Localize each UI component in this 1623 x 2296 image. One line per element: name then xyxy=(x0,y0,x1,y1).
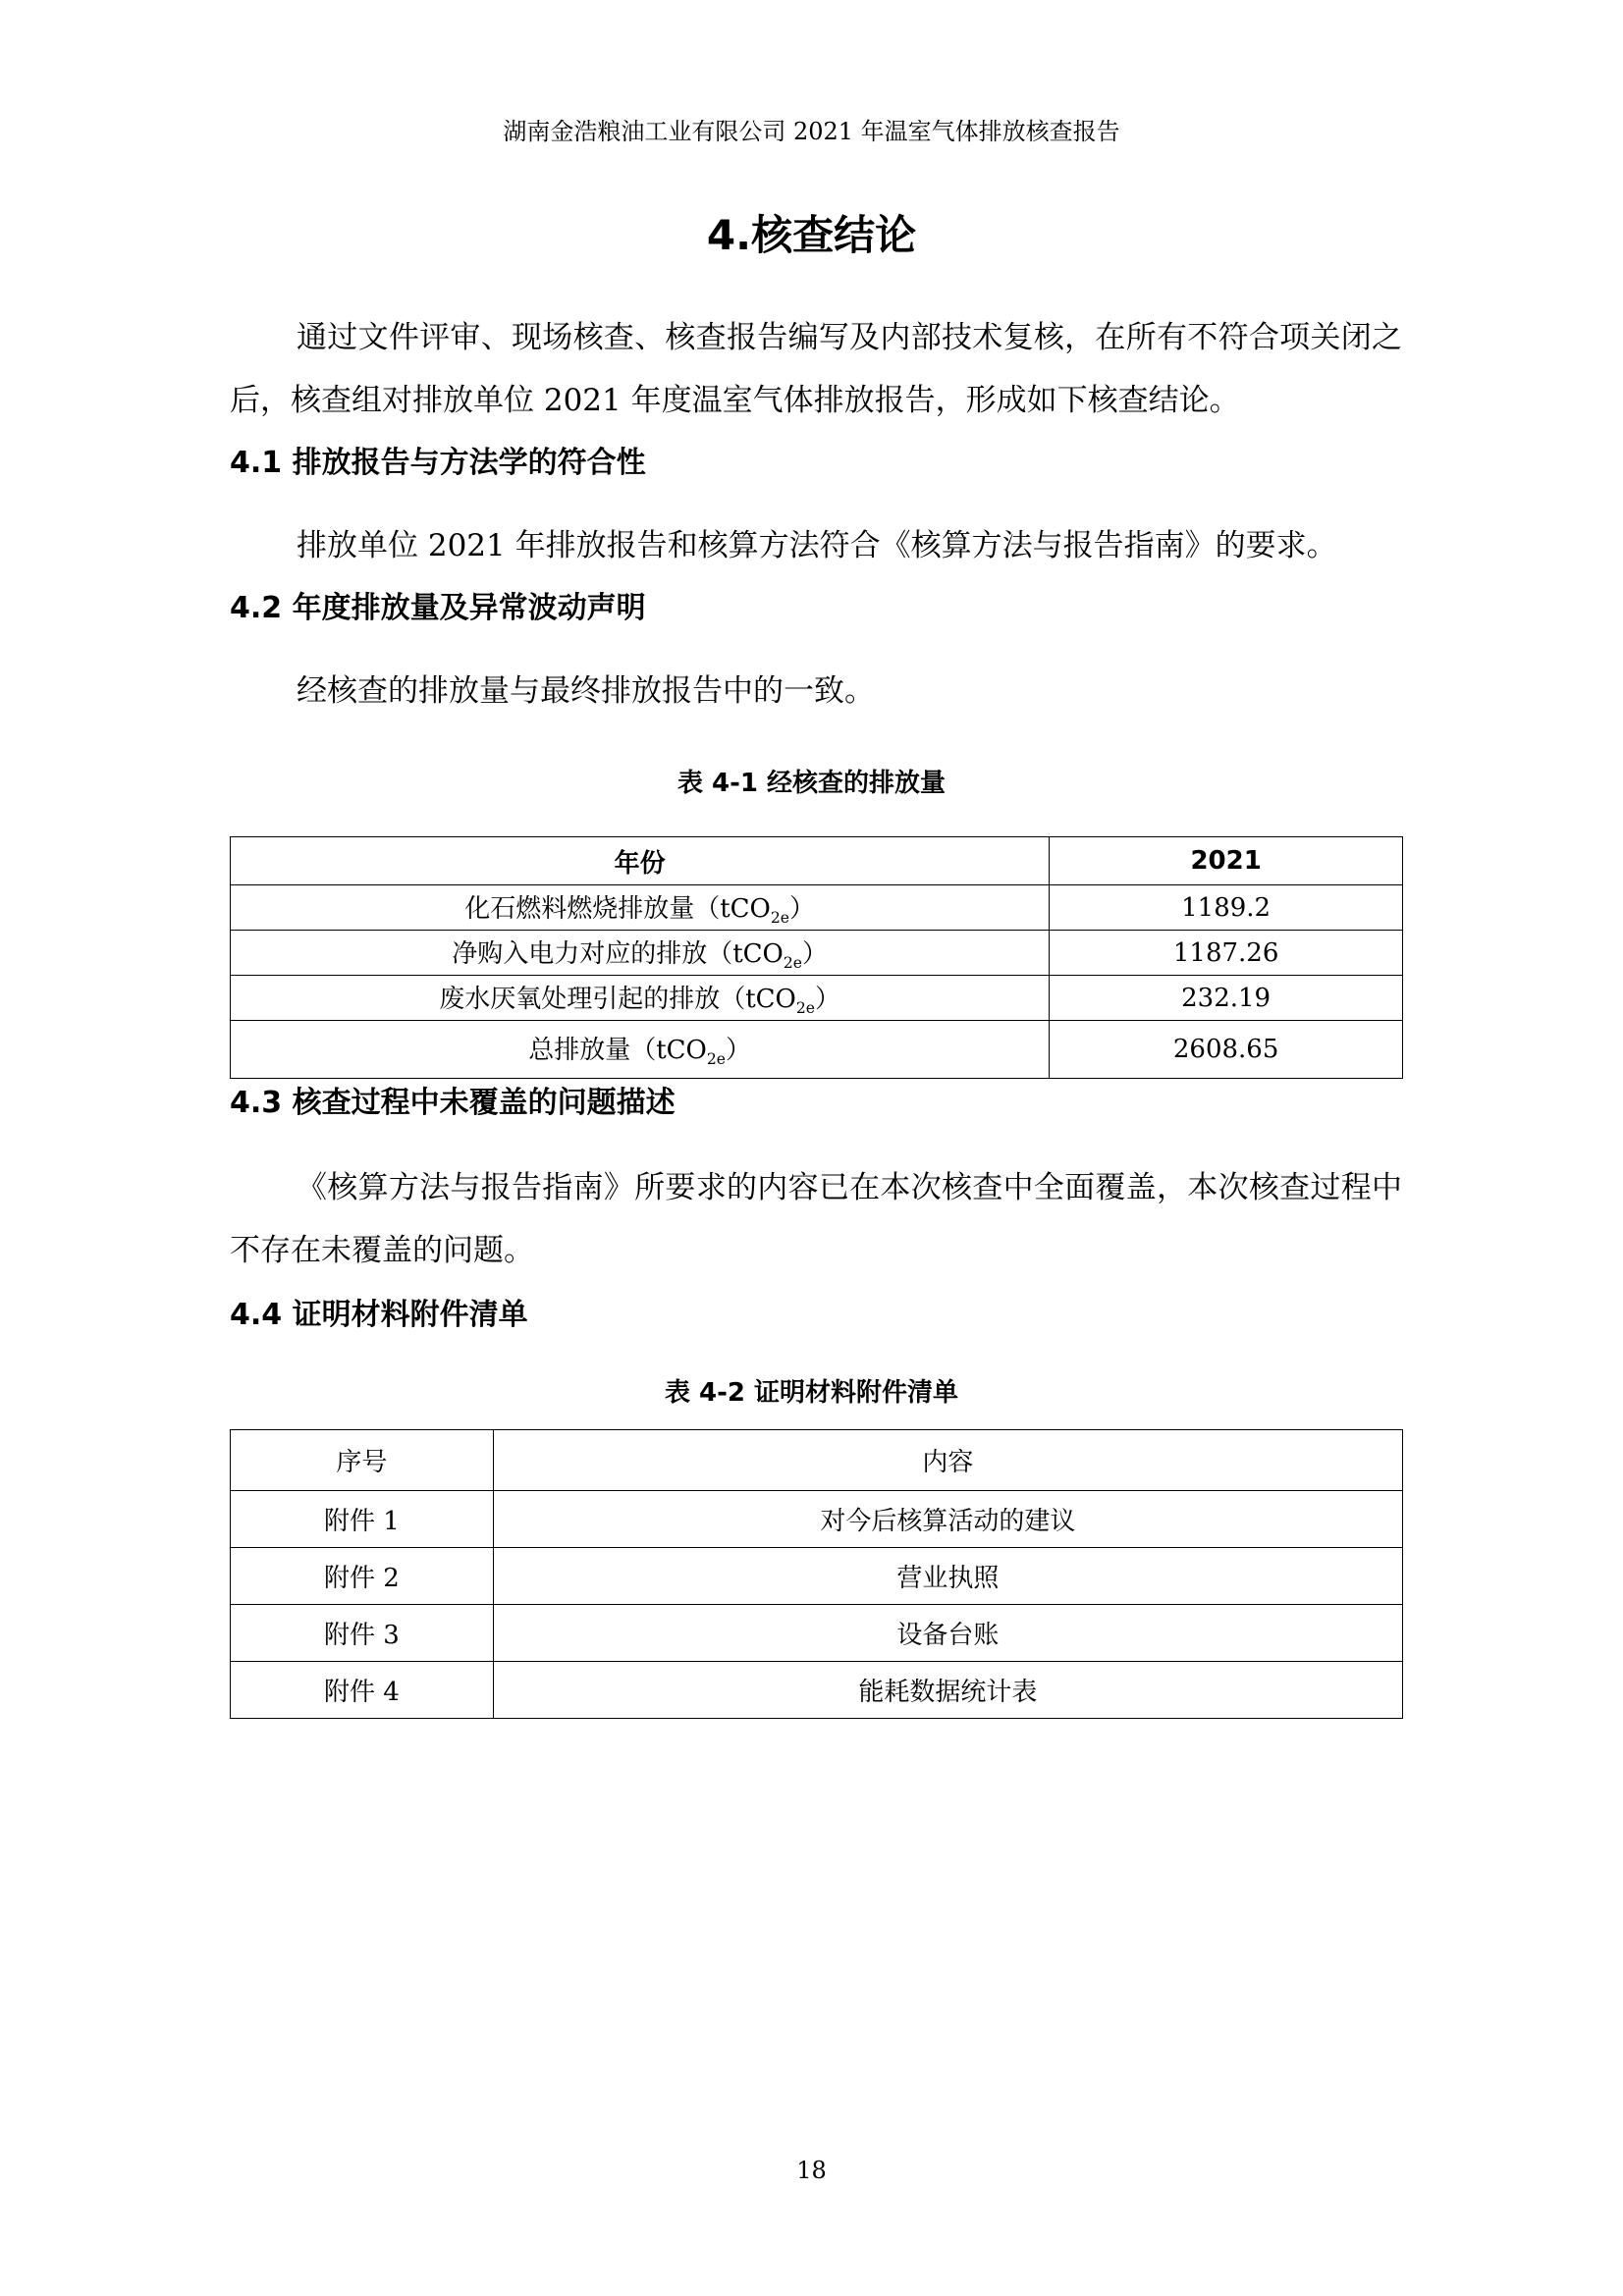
attachments-table xyxy=(230,1429,1403,1719)
unit-suffix: ） xyxy=(726,1036,752,1066)
unit-subscript: 2e xyxy=(706,1050,727,1069)
table-row xyxy=(231,1491,1403,1548)
emission-label-cell xyxy=(231,931,1050,976)
unit-prefix: （tCO xyxy=(694,893,771,924)
emission-label: 废水厌氧处理引起的排放 xyxy=(439,984,721,1014)
attachment-content: 设备台账 xyxy=(493,1605,1402,1662)
table-header-row xyxy=(231,837,1403,885)
header-year: 年份 xyxy=(231,837,1050,885)
emission-label-cell xyxy=(231,885,1050,931)
emission-label: 总排放量 xyxy=(528,1036,631,1066)
unit-suffix: ） xyxy=(815,984,841,1014)
emission-label: 净购入电力对应的排放 xyxy=(452,938,708,969)
header-2021: 2021 xyxy=(1050,837,1403,885)
attachment-id: 附件 1 xyxy=(231,1491,494,1548)
section-4-3-paragraph: 《核算方法与报告指南》所要求的内容已在本次核查中全面覆盖，本次核查过程中不存在未覆盖的问题。 xyxy=(230,1170,1402,1268)
emission-value: 1189.2 xyxy=(1050,885,1403,931)
table-row xyxy=(231,976,1403,1021)
unit-prefix: （tCO xyxy=(630,1036,707,1066)
unit-suffix: ） xyxy=(802,938,829,969)
table-row xyxy=(231,1021,1403,1079)
chapter-intro-paragraph: 通过文件评审、现场核查、核查报告编写及内部技术复核，在所有不符合项关闭之后，核查组对排放单位 2021 年度温室气体排放报告，形成如下核查结论。 xyxy=(230,320,1402,418)
attachment-content: 营业执照 xyxy=(493,1548,1402,1605)
emission-value: 232.19 xyxy=(1050,976,1403,1021)
emission-label: 化石燃料燃烧排放量 xyxy=(464,893,695,924)
emission-label-cell xyxy=(231,1021,1050,1079)
table-4-2-caption: 表 4-2 证明材料附件清单 xyxy=(664,1378,959,1408)
table-row xyxy=(231,931,1403,976)
table-row xyxy=(231,885,1403,931)
emission-label-cell xyxy=(231,976,1050,1021)
table-header-row xyxy=(231,1430,1403,1491)
header-content: 内容 xyxy=(493,1430,1402,1491)
attachment-id: 附件 2 xyxy=(231,1548,494,1605)
table-4-1-caption: 表 4-1 经核查的排放量 xyxy=(676,769,947,798)
attachment-id: 附件 3 xyxy=(231,1605,494,1662)
section-4-1-paragraph: 排放单位 2021 年排放报告和核算方法符合《核算方法与报告指南》的要求。 xyxy=(297,528,1337,563)
unit-prefix: （tCO xyxy=(707,938,784,969)
section-4-2-heading: 4.2 年度排放量及异常波动声明 xyxy=(230,591,646,625)
section-4-4-heading: 4.4 证明材料附件清单 xyxy=(230,1298,528,1332)
unit-subscript: 2e xyxy=(770,909,790,928)
unit-subscript: 2e xyxy=(795,999,816,1018)
unit-suffix: ） xyxy=(789,893,816,924)
attachment-id: 附件 4 xyxy=(231,1662,494,1719)
page-number: 18 xyxy=(796,2157,827,2184)
attachment-content: 能耗数据统计表 xyxy=(493,1662,1402,1719)
unit-prefix: （tCO xyxy=(720,984,796,1014)
attachment-content: 对今后核算活动的建议 xyxy=(493,1491,1402,1548)
section-4-1-heading: 4.1 排放报告与方法学的符合性 xyxy=(230,446,646,480)
emissions-table xyxy=(230,836,1403,1079)
chapter-title: 4.核查结论 xyxy=(706,211,917,259)
section-4-2-paragraph: 经核查的排放量与最终排放报告中的一致。 xyxy=(297,673,875,709)
emission-value: 1187.26 xyxy=(1050,931,1403,976)
table-row xyxy=(231,1662,1403,1719)
unit-subscript: 2e xyxy=(783,954,803,973)
table-row xyxy=(231,1548,1403,1605)
running-header: 湖南金浩粮油工业有限公司 2021 年温室气体排放核查报告 xyxy=(503,118,1120,145)
header-serial: 序号 xyxy=(231,1430,494,1491)
emission-value: 2608.65 xyxy=(1050,1021,1403,1079)
table-row xyxy=(231,1605,1403,1662)
section-4-3-heading: 4.3 核查过程中未覆盖的问题描述 xyxy=(230,1086,676,1120)
